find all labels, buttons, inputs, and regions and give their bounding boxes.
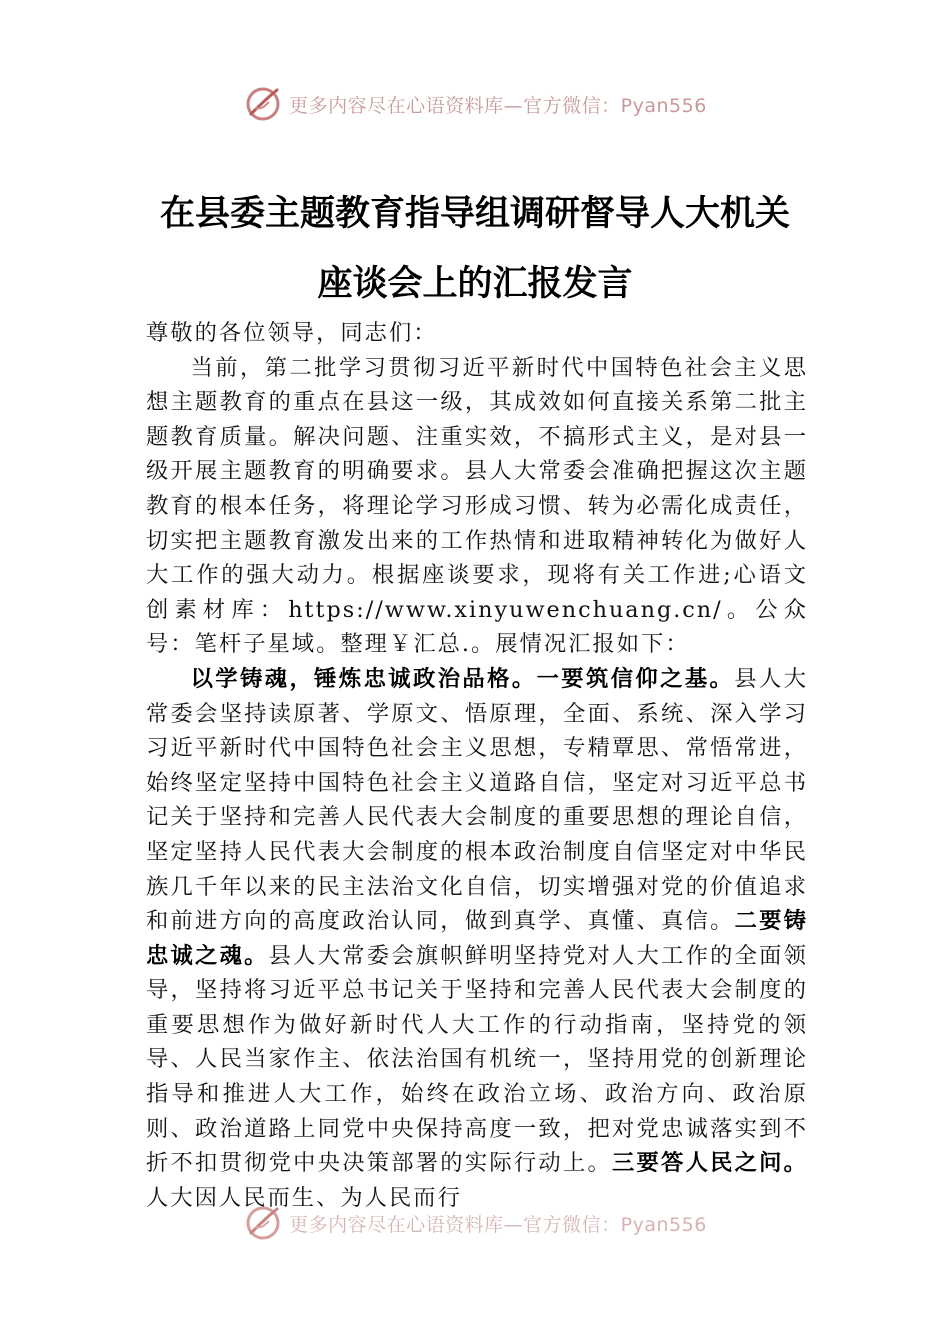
watermark-footer	[0, 1203, 950, 1243]
salutation: 尊敬的各位领导，同志们：	[146, 320, 438, 346]
subheading-3: 三要答人民之问。	[612, 1150, 808, 1177]
paragraph-intro: 当前，第二批学习贯彻习近平新时代中国特色社会主义思想主题教育的重点在县这一级，其成效如何直接关系第二批主题教育质量。解决问题、注重实效，不搞形式主义，是对县一级开展主题教育的明确要求。县人大常委会准确把握这次主题教育的根本任务，将理论学习形成习惯、转为必需化成责任，切实把主题教育激发出来的工作热情和进取精神转化为做好人大工作的强大动力。根据座谈要求，现将有关工作进;心语文创素材库：https://www.xinyuwenchuang.cn/。公众号：笔杆子星域。整理￥汇总.。展情况汇报如下：	[146, 354, 808, 658]
watermark-header	[0, 84, 950, 124]
subheading-1: 一要筑信仰之基。	[536, 665, 735, 692]
document-title-line-1: 在县委主题教育指导组调研督导人大机关	[159, 193, 790, 234]
subheading-2: 二要铸忠诚之魂。	[146, 908, 808, 969]
section-text-2: 县人大常委会旗帜鲜明坚持党对人大工作的全面领导，坚持将习近平总书记关于坚持和完善人民代表大会制度的重要思想作为做好新时代人大工作的行动指南，坚持党的领导、人民当家作主、依法治国有机统一，坚持用党的创新理论指导和推进人大工作，始终在政治立场、政治方向、政治原则、政治道路上同党中央保持高度一致，把对党忠诚落实到不折不扣贯彻党中央决策部署的实际行动上。	[146, 942, 808, 1177]
document-body	[146, 316, 808, 1216]
section-text-3: 人大因人民而生、为人民而行	[146, 1184, 462, 1211]
watermark-text: 更多内容尽在心语资料库—官方微信：Pyan556	[289, 1213, 707, 1236]
section-text-1: 县人大常委会坚持读原著、学原文、悟原理，全面、系统、深入学习习近平新时代中国特色社会主义思想，专精覃思、常悟常进，始终坚定坚持中国特色社会主义道路自信，坚定对习近平总书记关于坚持和完善人民代表大会制度的重要思想的理论自信，坚定坚持人民代表大会制度的根本政治制度自信坚定对中华民族几千年以来的民主法治文化自信，切实增强对党的价值追求和前进方向的高度政治认同，做到真学、真懂、真信。	[146, 665, 808, 935]
brush-logo-icon	[243, 84, 283, 124]
watermark-text: 更多内容尽在心语资料库—官方微信：Pyan556	[289, 94, 707, 117]
brush-logo-icon	[243, 1203, 283, 1243]
document-title-line-2: 座谈会上的汇报发言	[317, 263, 633, 304]
section-heading: 以学铸魂，锤炼忠诚政治品格。	[190, 665, 537, 692]
paragraph-section-1	[146, 662, 808, 1216]
